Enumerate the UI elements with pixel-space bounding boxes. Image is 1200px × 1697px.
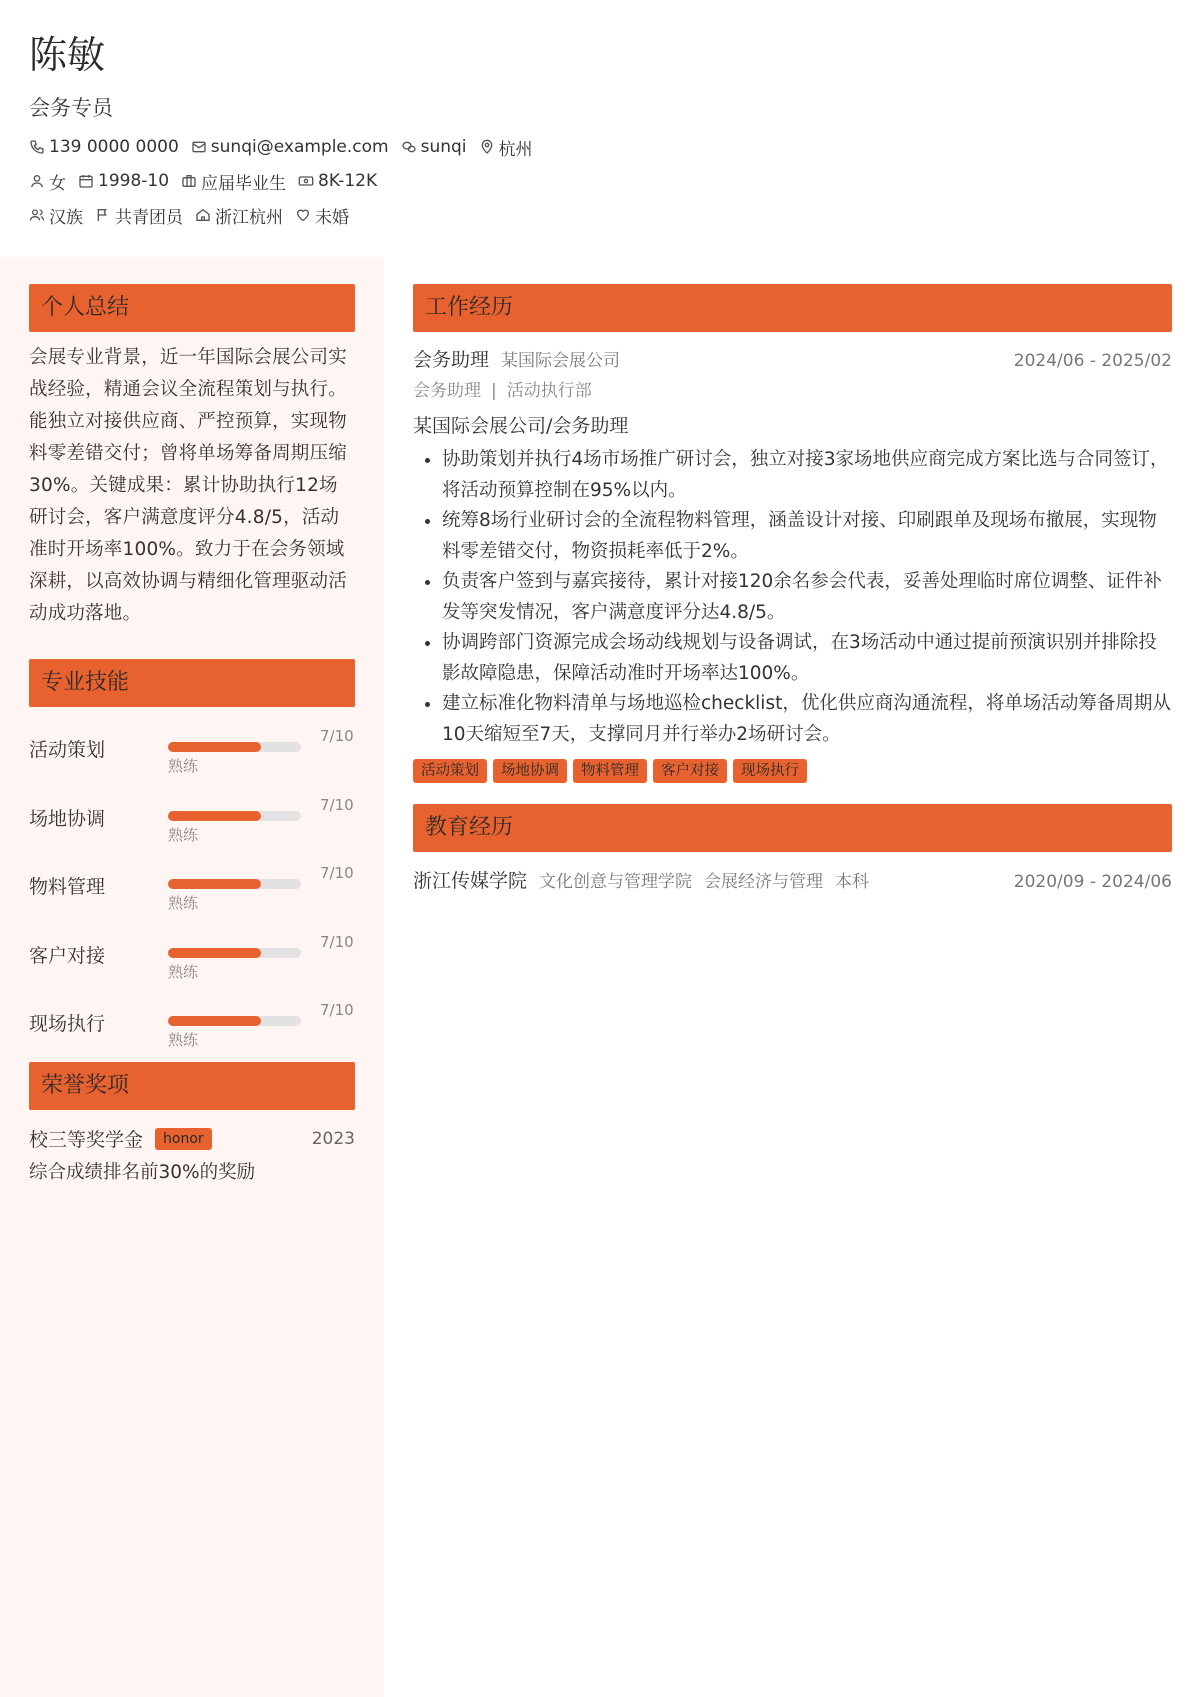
location-pin-icon — [479, 139, 495, 155]
wechat-text: sunqi — [420, 137, 467, 157]
skill-score: 7/10 — [320, 795, 354, 814]
skill-item — [29, 991, 355, 1060]
honor-year: 2023 — [311, 1128, 355, 1149]
job-headline: 某国际会展公司/会务助理 — [413, 415, 629, 437]
honor-description: 综合成绩排名前30%的奖励 — [29, 1161, 256, 1183]
skill-name: 客户对接 — [29, 944, 106, 967]
skill-level: 熟练 — [168, 825, 199, 844]
birth-text: 1998-10 — [98, 171, 170, 191]
briefcase-icon — [181, 173, 197, 189]
contact-row — [29, 130, 1160, 164]
job-position: 会务助理 — [413, 381, 481, 401]
users-icon — [29, 207, 45, 223]
skill-bar-fill — [168, 1016, 261, 1026]
right-column — [413, 284, 1172, 893]
phone-icon — [29, 139, 45, 155]
user-icon — [29, 173, 45, 189]
honors-heading: 荣誉奖项 — [29, 1062, 355, 1110]
mail-icon — [191, 139, 207, 155]
wechat-item[interactable] — [401, 137, 467, 157]
skill-bar — [168, 948, 301, 958]
skill-bar — [168, 879, 301, 889]
job-tag: 物料管理 — [573, 759, 647, 783]
salary-text: 8K-12K — [318, 171, 378, 191]
job-bullet: • 协助策划并执行4场市场推广研讨会，独立对接3家场地供应商完成方案比选与合同签订，将活动预算控制在95%以内。 — [442, 445, 1172, 506]
money-icon — [298, 173, 314, 189]
email-text: sunqi@example.com — [210, 137, 389, 157]
skill-bar — [168, 742, 301, 752]
hometown-item — [195, 203, 283, 228]
skill-bar — [168, 1016, 301, 1026]
profile-header — [29, 28, 1160, 232]
political-text: 共青团员 — [115, 207, 183, 228]
edu-date: 2020/09 - 2024/06 — [1013, 872, 1172, 892]
skill-item — [29, 923, 355, 992]
summary-text: 会展专业背景，近一年国际会展公司实战经验，精通会议全流程策划与执行。能独立对接供应商、严控预算，实现物料零差错交付；曾将单场筹备周期压缩30%。关键成果：累计协助执行12场研讨会，客户满意度评分4.8/5，活动准时开场率100%。致力于在会务领域深耕，以高效协调与精细化管理驱动活动成功落地。 — [29, 347, 347, 624]
job-entry — [413, 345, 1172, 783]
background-row — [29, 198, 1160, 232]
skill-level: 熟练 — [168, 1031, 199, 1049]
skill-item — [29, 786, 355, 855]
education-entry — [413, 866, 1172, 893]
phone-item[interactable] — [29, 137, 179, 157]
job-tag: 活动策划 — [413, 759, 487, 783]
edu-college: 文化创意与管理学院 — [539, 872, 693, 892]
edu-major: 会展经济与管理 — [704, 872, 824, 892]
flag-icon — [95, 207, 111, 223]
marital-text: 未婚 — [315, 207, 349, 228]
location-item — [479, 135, 533, 160]
heart-icon — [295, 207, 311, 223]
job-company: 某国际会展公司 — [501, 351, 621, 371]
skill-bar-fill — [168, 948, 261, 958]
skill-level: 熟练 — [168, 962, 199, 981]
home-icon — [195, 207, 211, 223]
political-item — [95, 203, 183, 228]
job-bullet: • 建立标准化物料清单与场地巡检checklist，优化供应商沟通流程，将单场活动筹备周期从10天缩短至7天，支撑同月并行举办2场研讨会。 — [442, 689, 1172, 750]
skill-item — [29, 854, 355, 923]
skill-score: 7/10 — [320, 864, 354, 882]
ethnicity-item — [29, 203, 83, 228]
birth-item — [78, 171, 169, 191]
job-tag: 场地协调 — [493, 759, 567, 783]
job-bullet: • 协调跨部门资源完成会场动线规划与设备调试，在3场活动中通过提前预演识别并排除投影故障隐患，保障活动准时开场率达100%。 — [442, 628, 1172, 689]
skill-name: 场地协调 — [29, 807, 106, 830]
skill-name: 物料管理 — [29, 876, 106, 898]
gender-text: 女 — [49, 173, 66, 194]
marital-item — [295, 203, 349, 228]
calendar-icon — [78, 173, 94, 189]
skill-bar-fill — [168, 742, 261, 752]
edu-school: 浙江传媒学院 — [413, 870, 528, 892]
skill-level: 熟练 — [168, 894, 199, 912]
job-separator: | — [491, 381, 497, 401]
job-tag: 现场执行 — [733, 759, 807, 783]
wechat-icon — [401, 139, 417, 155]
education-heading: 教育经历 — [413, 804, 1172, 852]
job-bullet: • 负责客户签到与嘉宾接待，累计对接120余名参会代表，妥善处理临时席位调整、证件补发等突发情况，客户满意度评分达4.8/5。 — [442, 567, 1172, 628]
job-tag: 客户对接 — [653, 759, 727, 783]
honor-item — [29, 1124, 355, 1188]
honor-badge: honor — [155, 1128, 212, 1150]
skill-bar — [168, 811, 301, 821]
skill-level: 熟练 — [168, 757, 199, 775]
skills-heading: 专业技能 — [29, 659, 355, 707]
skill-score: 7/10 — [320, 727, 354, 745]
hometown-text: 浙江杭州 — [215, 207, 283, 228]
job-date: 2024/06 - 2025/02 — [1013, 351, 1172, 371]
skill-item — [29, 717, 355, 786]
skill-score: 7/10 — [320, 932, 354, 951]
skill-name: 现场执行 — [29, 1013, 106, 1035]
gender-item — [29, 169, 66, 194]
skill-score: 7/10 — [320, 1001, 354, 1019]
candidate-name: 陈敏 — [29, 33, 106, 77]
skills-list — [29, 717, 355, 1060]
job-department: 活动执行部 — [506, 381, 592, 401]
job-tags — [413, 759, 1172, 783]
job-bullets — [413, 445, 1172, 750]
honor-name: 校三等奖学金 — [29, 1129, 144, 1151]
status-text: 应届毕业生 — [201, 173, 287, 194]
work-heading: 工作经历 — [413, 284, 1172, 332]
job-bullet: • 统筹8场行业研讨会的全流程物料管理，涵盖设计对接、印刷跟单及现场布撤展，实现物料零差错交付，物资损耗率低于2%。 — [442, 506, 1172, 567]
left-column — [29, 284, 355, 1188]
phone-text: 139 0000 0000 — [49, 137, 179, 157]
job-subline — [413, 377, 1172, 405]
skill-bar-fill — [168, 811, 261, 821]
summary-heading: 个人总结 — [29, 284, 355, 332]
personal-row — [29, 164, 1160, 198]
location-text: 杭州 — [498, 139, 533, 160]
job-title: 会务专员 — [29, 96, 113, 120]
status-item — [181, 169, 286, 194]
skill-bar-fill — [168, 879, 261, 889]
job-role: 会务助理 — [413, 349, 490, 371]
email-item[interactable] — [191, 137, 389, 157]
salary-item — [298, 171, 377, 191]
edu-degree: 本科 — [835, 872, 870, 892]
skill-name: 活动策划 — [29, 739, 106, 761]
ethnicity-text: 汉族 — [49, 207, 83, 228]
